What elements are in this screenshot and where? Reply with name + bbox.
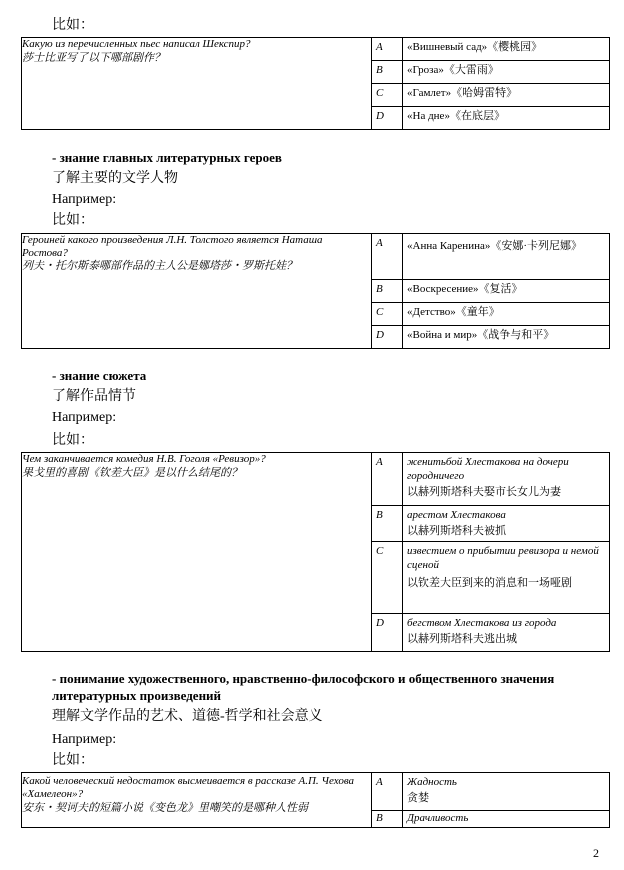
answer-letter: D	[372, 326, 403, 349]
example-label-ru: Например:	[52, 732, 117, 747]
answer-text: «Детство»《童年》	[403, 303, 610, 326]
question-ru: Чем заканчивается комедия Н.В. Гоголя «Ревизор»?	[22, 453, 266, 465]
answer-text: «Вишневый сад»《樱桃园》	[403, 38, 610, 61]
example-label-zh: 比如：	[52, 213, 94, 228]
answer-text: «Гроза»《大雷雨》	[403, 61, 610, 84]
answer-letter: B	[372, 280, 403, 303]
answer-text: Жадность 贪婪	[403, 773, 610, 811]
section-heading-ru: - понимание художественного, нравственно-философского и общественного значения литературных произведений	[52, 671, 555, 703]
section-heading-ru: - знание главных литературных героев	[52, 150, 282, 165]
section-heading-zh: 了解作品情节	[52, 389, 136, 404]
question-ru: Героиней какого произведения Л.Н. Толстого является Наташа Ростова?	[22, 234, 323, 259]
question-table-1	[21, 37, 610, 130]
answer-text: «Гамлет»《哈姆雷特》	[403, 84, 610, 107]
question-cell	[22, 773, 372, 828]
example-label-ru: Например:	[52, 410, 117, 425]
answer-letter: D	[372, 107, 403, 130]
answer-letter: A	[372, 38, 403, 61]
answer-letter: B	[372, 811, 403, 828]
answer-letter: C	[372, 303, 403, 326]
question-ru: Какой человеческий недостаток высмеивается в рассказе А.П. Чехова «Хамелеон»?	[22, 775, 355, 800]
answer-letter: C	[372, 84, 403, 107]
question-zh: 安东・契诃夫的短篇小说《变色龙》里嘲笑的是哪种人性弱	[22, 802, 308, 814]
answer-text: «Война и мир»《战争与和平》	[403, 326, 610, 349]
answer-text: «На дне»《在底层》	[403, 107, 610, 130]
answer-text: бегством Хлестакова из города 以赫列斯塔科夫逃出城	[403, 614, 610, 652]
question-cell	[22, 234, 372, 349]
answer-text: Драчливость	[403, 811, 610, 828]
answer-letter: B	[372, 61, 403, 84]
question-table-4	[21, 772, 610, 828]
question-ru: Какую из перечисленных пьес написал Шекспир?	[22, 38, 251, 50]
example-label-zh: 比如：	[52, 753, 94, 768]
answer-text: «Воскресение»《复活》	[403, 280, 610, 303]
answer-letter: B	[372, 506, 403, 542]
answer-letter: A	[372, 234, 403, 280]
example-label-ru: Например:	[52, 192, 117, 207]
answer-letter: C	[372, 542, 403, 614]
question-table-3	[21, 452, 610, 652]
question-zh: 列夫・托尔斯泰哪部作品的主人公是娜塔莎・罗斯托娃？	[22, 260, 297, 272]
answer-text: арестом Хлестакова 以赫列斯塔科夫被抓	[403, 506, 610, 542]
answer-text: «Анна Каренина»《安娜·卡列尼娜》	[403, 234, 610, 280]
question-cell	[22, 453, 372, 652]
question-table-2	[21, 233, 610, 349]
answer-text: женитьбой Хлестакова на дочери городничего 以赫列斯塔科夫娶市长女儿为妻	[403, 453, 610, 506]
question-cell	[22, 38, 372, 130]
section-heading-ru: - знание сюжета	[52, 368, 147, 383]
example-label-zh: 比如：	[52, 433, 94, 448]
answer-letter: A	[372, 453, 403, 506]
section-heading-zh: 了解主要的文学人物	[52, 171, 178, 186]
answer-text: известием о прибытии ревизора и немой сценой 以钦差大臣到来的消息和一场哑剧	[403, 542, 610, 614]
answer-letter: D	[372, 614, 403, 652]
example-label-zh: 比如：	[52, 18, 94, 33]
page-number: 2	[593, 846, 599, 860]
answer-letter: A	[372, 773, 403, 811]
question-zh: 果戈里的喜剧《钦差大臣》是以什么结尾的？	[22, 466, 242, 479]
question-zh: 莎士比亚写了以下哪部剧作？	[22, 51, 165, 64]
section-heading-zh: 理解文学作品的艺术、道德-哲学和社会意义	[52, 709, 323, 724]
